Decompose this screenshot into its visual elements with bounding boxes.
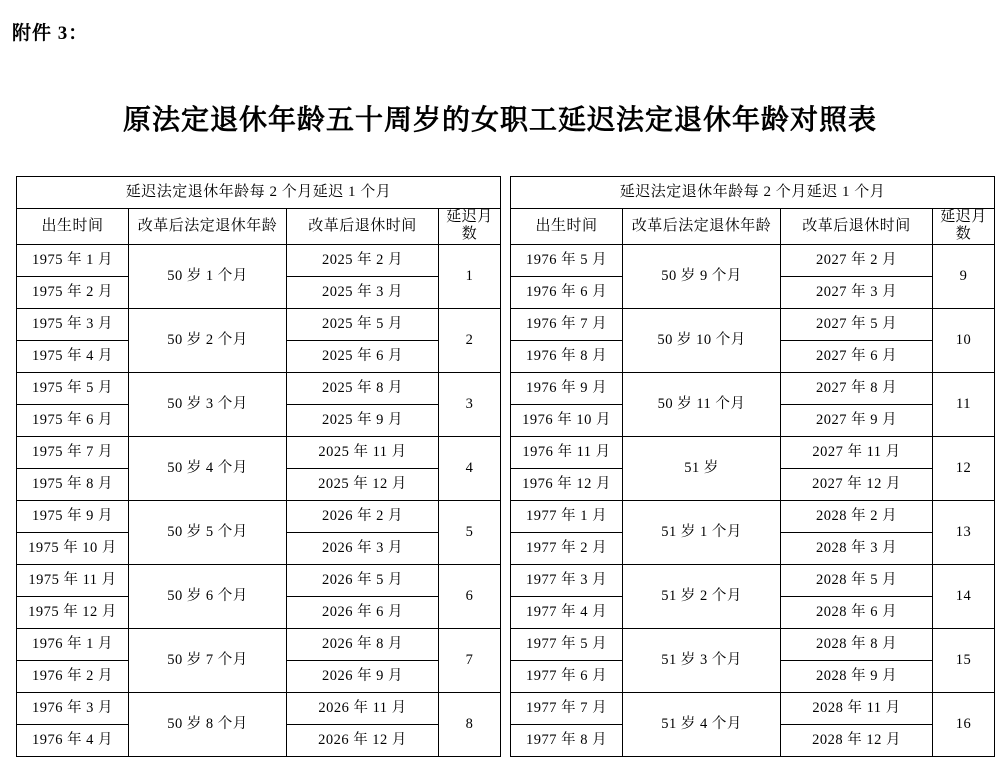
cell-new-age: 50 岁 4 个月 bbox=[129, 436, 287, 500]
cell-birth: 1975 年 5 月 bbox=[17, 372, 129, 404]
cell-delay-months: 6 bbox=[439, 564, 501, 628]
cell-delay-months: 1 bbox=[439, 244, 501, 308]
cell-new-time: 2026 年 11 月 bbox=[287, 692, 439, 724]
cell-birth: 1975 年 8 月 bbox=[17, 468, 129, 500]
cell-new-time: 2026 年 6 月 bbox=[287, 596, 439, 628]
column-divider bbox=[501, 308, 511, 340]
cell-new-age: 50 岁 2 个月 bbox=[129, 308, 287, 372]
cell-new-time: 2025 年 9 月 bbox=[287, 404, 439, 436]
cell-new-time: 2026 年 3 月 bbox=[287, 532, 439, 564]
cell-birth: 1975 年 11 月 bbox=[17, 564, 129, 596]
cell-new-time: 2026 年 5 月 bbox=[287, 564, 439, 596]
column-header-new-age-right: 改革后法定退休年龄 bbox=[623, 209, 781, 245]
column-divider bbox=[501, 724, 511, 756]
cell-delay-months: 4 bbox=[439, 436, 501, 500]
cell-new-age: 51 岁 4 个月 bbox=[623, 692, 781, 756]
cell-new-age: 50 岁 6 个月 bbox=[129, 564, 287, 628]
cell-birth: 1976 年 1 月 bbox=[17, 628, 129, 660]
cell-new-time: 2028 年 6 月 bbox=[781, 596, 933, 628]
cell-birth: 1976 年 7 月 bbox=[511, 308, 623, 340]
cell-birth: 1977 年 1 月 bbox=[511, 500, 623, 532]
column-divider bbox=[501, 436, 511, 468]
table-row bbox=[17, 692, 995, 724]
cell-new-time: 2026 年 8 月 bbox=[287, 628, 439, 660]
cell-new-age: 50 岁 5 个月 bbox=[129, 500, 287, 564]
cell-delay-months: 9 bbox=[933, 244, 995, 308]
column-divider bbox=[501, 372, 511, 404]
cell-birth: 1977 年 2 月 bbox=[511, 532, 623, 564]
table-column-header-row bbox=[17, 209, 995, 245]
column-divider bbox=[501, 404, 511, 436]
cell-new-age: 51 岁 2 个月 bbox=[623, 564, 781, 628]
group-header-right: 延迟法定退休年龄每 2 个月延迟 1 个月 bbox=[511, 177, 995, 209]
cell-new-time: 2025 年 3 月 bbox=[287, 276, 439, 308]
cell-new-time: 2028 年 8 月 bbox=[781, 628, 933, 660]
cell-new-age: 50 岁 7 个月 bbox=[129, 628, 287, 692]
cell-new-time: 2027 年 11 月 bbox=[781, 436, 933, 468]
cell-new-time: 2026 年 2 月 bbox=[287, 500, 439, 532]
column-divider bbox=[501, 532, 511, 564]
cell-new-time: 2028 年 2 月 bbox=[781, 500, 933, 532]
column-header-birth-left: 出生时间 bbox=[17, 209, 129, 245]
cell-birth: 1977 年 8 月 bbox=[511, 724, 623, 756]
cell-birth: 1975 年 1 月 bbox=[17, 244, 129, 276]
cell-new-age: 50 岁 3 个月 bbox=[129, 372, 287, 436]
table-row bbox=[17, 308, 995, 340]
column-divider bbox=[501, 596, 511, 628]
cell-new-age: 51 岁 3 个月 bbox=[623, 628, 781, 692]
cell-new-age: 50 岁 8 个月 bbox=[129, 692, 287, 756]
cell-birth: 1975 年 4 月 bbox=[17, 340, 129, 372]
retirement-age-table bbox=[16, 176, 995, 757]
column-divider bbox=[501, 244, 511, 276]
column-divider bbox=[501, 340, 511, 372]
column-divider bbox=[501, 276, 511, 308]
cell-new-time: 2028 年 12 月 bbox=[781, 724, 933, 756]
cell-birth: 1975 年 2 月 bbox=[17, 276, 129, 308]
cell-birth: 1976 年 10 月 bbox=[511, 404, 623, 436]
column-divider bbox=[501, 628, 511, 660]
cell-new-time: 2027 年 5 月 bbox=[781, 308, 933, 340]
cell-new-time: 2027 年 2 月 bbox=[781, 244, 933, 276]
cell-birth: 1975 年 10 月 bbox=[17, 532, 129, 564]
cell-new-age: 51 岁 1 个月 bbox=[623, 500, 781, 564]
cell-new-age: 50 岁 10 个月 bbox=[623, 308, 781, 372]
table-row bbox=[17, 500, 995, 532]
cell-birth: 1977 年 4 月 bbox=[511, 596, 623, 628]
cell-birth: 1975 年 7 月 bbox=[17, 436, 129, 468]
cell-birth: 1976 年 5 月 bbox=[511, 244, 623, 276]
cell-delay-months: 13 bbox=[933, 500, 995, 564]
cell-birth: 1975 年 6 月 bbox=[17, 404, 129, 436]
cell-birth: 1976 年 12 月 bbox=[511, 468, 623, 500]
cell-birth: 1976 年 3 月 bbox=[17, 692, 129, 724]
column-divider bbox=[501, 177, 511, 209]
cell-new-time: 2027 年 6 月 bbox=[781, 340, 933, 372]
cell-delay-months: 14 bbox=[933, 564, 995, 628]
table-row bbox=[17, 436, 995, 468]
cell-birth: 1977 年 6 月 bbox=[511, 660, 623, 692]
cell-birth: 1977 年 7 月 bbox=[511, 692, 623, 724]
cell-new-time: 2027 年 8 月 bbox=[781, 372, 933, 404]
column-divider bbox=[501, 468, 511, 500]
column-divider bbox=[501, 564, 511, 596]
cell-birth: 1976 年 11 月 bbox=[511, 436, 623, 468]
cell-new-time: 2026 年 12 月 bbox=[287, 724, 439, 756]
cell-new-time: 2025 年 8 月 bbox=[287, 372, 439, 404]
column-header-birth-right: 出生时间 bbox=[511, 209, 623, 245]
table-group-header-row bbox=[17, 177, 995, 209]
cell-birth: 1975 年 9 月 bbox=[17, 500, 129, 532]
table-row bbox=[17, 244, 995, 276]
cell-new-time: 2028 年 11 月 bbox=[781, 692, 933, 724]
cell-new-time: 2025 年 2 月 bbox=[287, 244, 439, 276]
cell-delay-months: 12 bbox=[933, 436, 995, 500]
cell-birth: 1976 年 4 月 bbox=[17, 724, 129, 756]
table-row bbox=[17, 628, 995, 660]
cell-birth: 1977 年 3 月 bbox=[511, 564, 623, 596]
cell-delay-months: 16 bbox=[933, 692, 995, 756]
cell-birth: 1976 年 6 月 bbox=[511, 276, 623, 308]
cell-birth: 1976 年 9 月 bbox=[511, 372, 623, 404]
column-header-new-age-left: 改革后法定退休年龄 bbox=[129, 209, 287, 245]
column-divider bbox=[501, 209, 511, 245]
column-divider bbox=[501, 500, 511, 532]
cell-birth: 1975 年 3 月 bbox=[17, 308, 129, 340]
cell-new-age: 50 岁 11 个月 bbox=[623, 372, 781, 436]
cell-delay-months: 8 bbox=[439, 692, 501, 756]
cell-new-time: 2025 年 6 月 bbox=[287, 340, 439, 372]
cell-new-time: 2025 年 12 月 bbox=[287, 468, 439, 500]
cell-delay-months: 15 bbox=[933, 628, 995, 692]
group-header-left: 延迟法定退休年龄每 2 个月延迟 1 个月 bbox=[17, 177, 501, 209]
cell-delay-months: 10 bbox=[933, 308, 995, 372]
column-divider bbox=[501, 660, 511, 692]
cell-new-age: 50 岁 1 个月 bbox=[129, 244, 287, 308]
cell-new-time: 2026 年 9 月 bbox=[287, 660, 439, 692]
cell-delay-months: 3 bbox=[439, 372, 501, 436]
cell-delay-months: 7 bbox=[439, 628, 501, 692]
cell-new-age: 50 岁 9 个月 bbox=[623, 244, 781, 308]
cell-birth: 1977 年 5 月 bbox=[511, 628, 623, 660]
table-row bbox=[17, 564, 995, 596]
column-header-delay-left: 延迟月数 bbox=[439, 209, 501, 245]
cell-new-age: 51 岁 bbox=[623, 436, 781, 500]
cell-delay-months: 11 bbox=[933, 372, 995, 436]
cell-new-time: 2027 年 3 月 bbox=[781, 276, 933, 308]
cell-new-time: 2027 年 12 月 bbox=[781, 468, 933, 500]
cell-new-time: 2028 年 9 月 bbox=[781, 660, 933, 692]
cell-birth: 1975 年 12 月 bbox=[17, 596, 129, 628]
cell-new-time: 2025 年 11 月 bbox=[287, 436, 439, 468]
retirement-table-container bbox=[16, 176, 987, 757]
column-divider bbox=[501, 692, 511, 724]
attachment-label: 附件 3： bbox=[12, 23, 89, 44]
column-header-new-time-right: 改革后退休时间 bbox=[781, 209, 933, 245]
cell-new-time: 2027 年 9 月 bbox=[781, 404, 933, 436]
column-header-new-time-left: 改革后退休时间 bbox=[287, 209, 439, 245]
table-row bbox=[17, 372, 995, 404]
cell-delay-months: 5 bbox=[439, 500, 501, 564]
page-title: 原法定退休年龄五十周岁的女职工延迟法定退休年龄对照表 bbox=[122, 105, 877, 136]
cell-new-time: 2028 年 3 月 bbox=[781, 532, 933, 564]
cell-delay-months: 2 bbox=[439, 308, 501, 372]
column-header-delay-right: 延迟月数 bbox=[933, 209, 995, 245]
cell-new-time: 2028 年 5 月 bbox=[781, 564, 933, 596]
cell-new-time: 2025 年 5 月 bbox=[287, 308, 439, 340]
cell-birth: 1976 年 2 月 bbox=[17, 660, 129, 692]
cell-birth: 1976 年 8 月 bbox=[511, 340, 623, 372]
